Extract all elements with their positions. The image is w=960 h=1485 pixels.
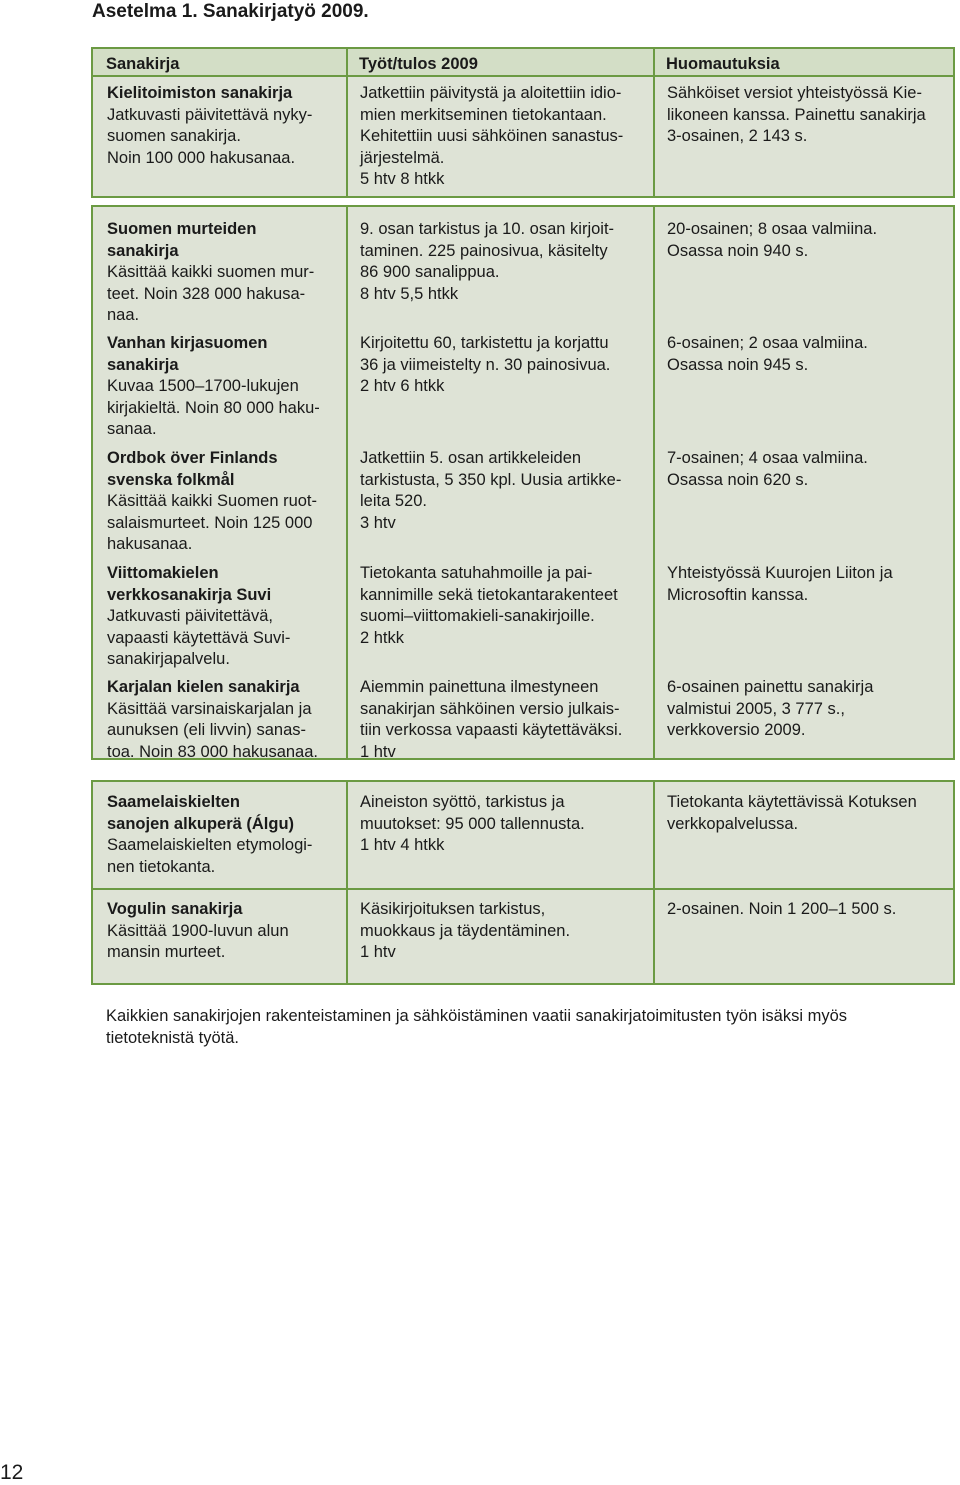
dictionary-cell	[107, 333, 347, 441]
column-divider	[653, 205, 655, 760]
column-divider	[653, 47, 655, 77]
column-divider	[346, 47, 348, 77]
dictionary-cell-line: Vogulin sanakirja	[107, 900, 243, 918]
dictionary-cell	[107, 83, 347, 169]
remarks-cell-line: 3-osainen, 2 143 s.	[667, 127, 808, 145]
dictionary-cell-line: Karjalan kielen sanakirja	[107, 678, 300, 696]
work-result-cell-line: Kirjoitettu 60, tarkistettu ja korjattu	[360, 334, 609, 352]
dictionary-cell-line: teet. Noin 328 000 hakusa-	[107, 284, 306, 303]
dictionary-cell	[107, 563, 347, 671]
dictionary-cell-line: Käsittää 1900-luvun alun	[107, 921, 289, 940]
work-result-cell	[360, 448, 650, 534]
work-result-cell-line: 3 htv	[360, 513, 396, 532]
work-result-cell-line: 5 htv 8 htkk	[360, 170, 445, 188]
remarks-cell-line: valmistui 2005, 3 777 s.,	[667, 699, 845, 718]
dictionary-cell-line: verkkosanakirja Suvi	[107, 585, 272, 604]
column-divider	[653, 75, 655, 198]
dictionary-cell-line: vapaasti käytettävä Suvi-	[107, 628, 291, 647]
remarks-cell-line: 6-osainen painettu sanakirja	[667, 678, 874, 696]
work-result-cell-line: muokkaus ja täydentäminen.	[360, 921, 571, 940]
dictionary-cell-line: Saamelaiskielten etymologi-	[107, 836, 313, 854]
dictionary-cell-line: Ordbok över Finlands	[107, 449, 278, 467]
dictionary-cell-line: Käsittää varsinaiskarjalan ja	[107, 699, 312, 718]
dictionary-cell-line: mansin murteet.	[107, 943, 226, 961]
work-result-cell	[360, 677, 650, 763]
work-result-cell	[360, 83, 650, 191]
dictionary-cell-line: Jatkuvasti päivitettävä,	[107, 607, 273, 625]
work-result-cell-line: 8 htv 5,5 htkk	[360, 284, 459, 303]
remarks-cell-line: 20-osainen; 8 osaa valmiina.	[667, 220, 878, 238]
remarks-cell	[667, 83, 952, 148]
work-result-cell-line: Jatkettiin 5. osan artikkeleiden	[360, 449, 582, 467]
dictionary-cell-line: Noin 100 000 hakusanaa.	[107, 148, 296, 167]
dictionary-cell-line: sanakirja	[107, 241, 179, 260]
work-result-cell-line: mien merkitseminen tietokantaan.	[360, 105, 607, 124]
dictionary-cell-line: sanojen alkuperä (Álgu)	[107, 814, 295, 833]
dictionary-cell-line: Jatkuvasti päivitettävä nyky-	[107, 105, 313, 124]
dictionary-cell-line: svenska folkmål	[107, 470, 235, 489]
dictionary-cell-line: sanaa.	[107, 420, 157, 438]
remarks-cell-line: Yhteistyössä Kuurojen Liiton ja	[667, 564, 893, 582]
remarks-cell	[667, 792, 952, 835]
work-result-cell-line: tarkistusta, 5 350 kpl. Uusia artikke-	[360, 470, 622, 489]
remarks-cell	[667, 333, 952, 376]
page-number: 12	[0, 1461, 24, 1484]
table-header	[91, 47, 955, 77]
work-result-cell	[360, 563, 650, 649]
dictionary-cell-line: hakusanaa.	[107, 535, 193, 553]
dictionary-cell-line: Käsittää kaikki Suomen ruot-	[107, 492, 318, 510]
remarks-cell-line: verkkopalvelussa.	[667, 814, 799, 833]
work-result-cell	[360, 792, 650, 857]
remarks-cell-line: Osassa noin 940 s.	[667, 241, 809, 260]
remarks-cell-line: Microsoftin kanssa.	[667, 585, 809, 604]
work-result-cell-line: 2 htkk	[360, 628, 405, 647]
remarks-cell-line: 7-osainen; 4 osaa valmiina.	[667, 449, 868, 467]
work-result-cell-line: 1 htv	[360, 943, 396, 961]
dictionary-cell-line: naa.	[107, 306, 140, 324]
work-result-cell-line: suomi–viittomakieli-sanakirjoille.	[360, 607, 595, 625]
remarks-cell-line: 2-osainen. Noin 1 200–1 500 s.	[667, 900, 897, 918]
dictionary-cell	[107, 677, 347, 763]
dictionary-cell-line: Kuvaa 1500–1700-lukujen	[107, 377, 299, 395]
work-result-cell-line: järjestelmä.	[360, 148, 445, 167]
work-result-cell-line: muutokset: 95 000 tallennusta.	[360, 814, 585, 833]
work-result-cell-line: Tietokanta satuhahmoille ja pai-	[360, 564, 593, 582]
work-result-cell-line: 1 htv 4 htkk	[360, 836, 445, 854]
work-result-cell-line: kannimille sekä tietokantarakenteet	[360, 585, 618, 604]
work-result-cell-line: taminen. 225 painosivua, käsitelty	[360, 241, 608, 260]
work-result-cell-line: 9. osan tarkistus ja 10. osan kirjoit-	[360, 220, 615, 238]
table-row-kielitoimisto	[91, 75, 955, 198]
header-huomautuksia: Huomautuksia	[666, 55, 780, 73]
dictionary-cell-line: salaismurteet. Noin 125 000	[107, 513, 313, 532]
remarks-cell-line: Sähköiset versiot yhteistyössä Kie-	[667, 84, 922, 102]
dictionary-cell-line: Saamelaiskielten	[107, 793, 240, 811]
remarks-cell-line: Osassa noin 945 s.	[667, 355, 809, 374]
dictionary-cell-line: Käsittää kaikki suomen mur-	[107, 263, 315, 281]
remarks-cell-line: likoneen kanssa. Painettu sanakirja	[667, 105, 926, 124]
dictionary-cell-line: kirjakieltä. Noin 80 000 haku-	[107, 398, 320, 417]
work-result-cell-line: tiin verkossa vapaasti käytettäväksi.	[360, 721, 623, 739]
remarks-cell	[667, 677, 952, 742]
column-divider	[653, 780, 655, 890]
remarks-cell	[667, 448, 952, 491]
page-title: Asetelma 1. Sanakirjatyö 2009.	[92, 1, 369, 22]
remarks-cell	[667, 563, 952, 606]
dictionary-cell	[107, 448, 347, 556]
dictionary-cell-line: suomen sanakirja.	[107, 127, 241, 145]
work-result-cell-line: 1 htv	[360, 742, 396, 761]
dictionary-cell-line: Suomen murteiden	[107, 220, 257, 238]
work-result-cell-line: Aineiston syöttö, tarkistus ja	[360, 793, 565, 811]
work-result-cell-line: Kehitettiin uusi sähköinen sanastus-	[360, 127, 624, 145]
header-sanakirja: Sanakirja	[106, 55, 180, 73]
work-result-cell	[360, 899, 650, 964]
work-result-cell	[360, 219, 650, 305]
work-result-cell-line: sanakirjan sähköinen versio julkais-	[360, 699, 620, 718]
dictionary-cell-line: toa. Noin 83 000 hakusanaa.	[107, 742, 318, 761]
work-result-cell-line: Aiemmin painettuna ilmestyneen	[360, 678, 599, 696]
table-row-group	[91, 205, 955, 760]
work-result-cell-line: leita 520.	[360, 492, 427, 510]
table-row-vogul	[91, 888, 955, 985]
remarks-cell-line: Tietokanta käytettävissä Kotuksen	[667, 793, 917, 811]
table-row-algu	[91, 780, 955, 890]
dictionary-cell-line: nen tietokanta.	[107, 857, 216, 876]
dictionary-cell-line: sanakirjapalvelu.	[107, 650, 230, 668]
work-result-cell-line: 36 ja viimeistelty n. 30 painosivua.	[360, 355, 611, 374]
dictionary-cell-line: aunuksen (eli livvin) sanas-	[107, 721, 307, 739]
remarks-cell	[667, 899, 952, 921]
remarks-cell-line: Osassa noin 620 s.	[667, 470, 809, 489]
work-result-cell-line: Käsikirjoituksen tarkistus,	[360, 900, 546, 918]
remarks-cell-line: 6-osainen; 2 osaa valmiina.	[667, 334, 868, 352]
dictionary-cell	[107, 792, 347, 878]
dictionary-cell-line: Viittomakielen	[107, 564, 219, 582]
work-result-cell-line: Jatkettiin päivitystä ja aloitettiin idio-	[360, 84, 622, 102]
column-divider	[653, 888, 655, 985]
dictionary-cell-line: Vanhan kirjasuomen	[107, 334, 268, 352]
work-result-cell-line: 86 900 sanalippua.	[360, 263, 500, 281]
work-result-cell	[360, 333, 650, 398]
dictionary-cell	[107, 219, 347, 327]
dictionary-cell-line: Kielitoimiston sanakirja	[107, 84, 293, 102]
remarks-cell	[667, 219, 952, 262]
dictionary-cell-line: sanakirja	[107, 355, 179, 374]
dictionary-cell	[107, 899, 347, 964]
header-tyot-tulos: Työt/tulos 2009	[359, 55, 478, 73]
footnote: Kaikkien sanakirjojen rakenteistaminen ja sähköistäminen vaatii sanakirjatoimitusten työn isäksi myös tietoteknistä työtä.	[106, 1007, 848, 1047]
remarks-cell-line: verkkoversio 2009.	[667, 721, 806, 739]
work-result-cell-line: 2 htv 6 htkk	[360, 377, 445, 395]
